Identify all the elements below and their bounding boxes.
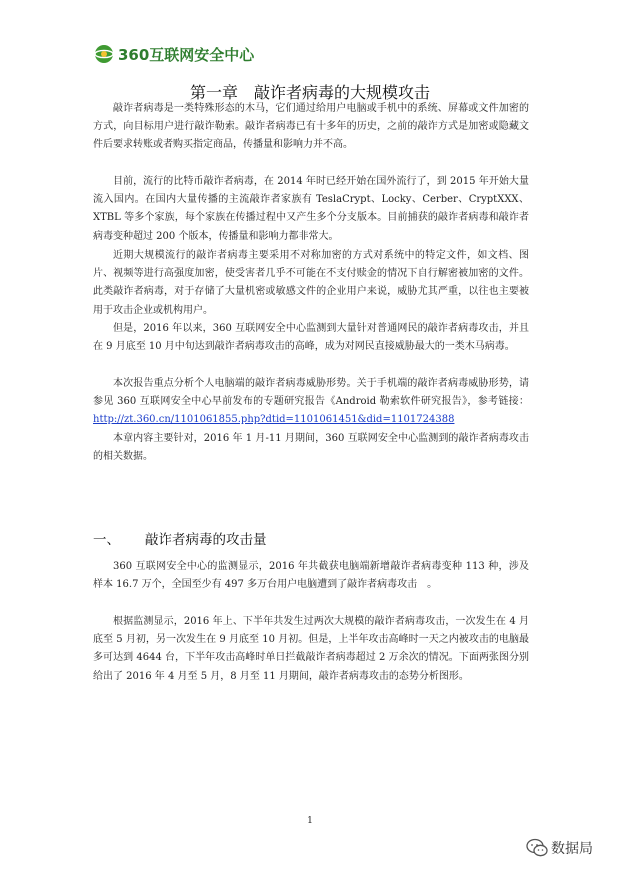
paragraph-reference	[93, 375, 529, 430]
paragraph-intro-2: 目前，流行的比特币敲诈者病毒，在 2014 年时已经开始在国外流行了，到 2015 年开始大量流入国内。在国内大量传播的主流敲诈者家族有 TeslaCrypt、Locky、Cerber、CryptXXX、XTBL 等多个家族，每个家族在传播过程中又产生多个分支版本。目前捕获的敲诈者病毒和敲诈者病毒变种超过 200 个版本，传播量和影响力都非常大。	[93, 176, 529, 242]
section-heading	[93, 528, 267, 548]
paragraph-section-2: 根据监测显示，2016 年上、下半年共发生过两次大规模的敲诈者病毒攻击，一次发生在 4 月底至 5 月初，另一次发生在 9 月底至 10 月初。但是，上半年攻击高峰时一天之内被攻击的电脑最多可达到 4644 台，下半年攻击高峰时单日拦截敲诈者病毒超过 2 万余次的情况。下面两张图分别给出了 2016 年 4 月至 5 月，8 月至 11 月期间，敲诈者病毒攻击的态势分析图形。	[93, 616, 529, 682]
watermark-text: 数据局	[551, 841, 593, 857]
globe-logo-icon	[94, 44, 114, 64]
chapter-title: 第一章 敲诈者病毒的大规模攻击	[189, 83, 430, 102]
reference-text: 本次报告重点分析个人电脑端的敲诈者病毒威胁形势。关于手机端的敲诈者病毒威胁形势，请参见 360 互联网安全中心早前发布的专题研究报告《Android 勒索软件研究报告》，参考链接：	[93, 378, 529, 408]
watermark	[526, 838, 593, 858]
page-number: 1	[307, 816, 313, 826]
wechat-icon	[526, 838, 548, 858]
logo-text: 360互联网安全中心	[118, 45, 255, 64]
section-title: 敲诈者病毒的攻击量	[145, 532, 267, 548]
paragraph-intro-4: 但是，2016 年以来，360 互联网安全中心监测到大量针对普通网民的敲诈者病毒攻击，并且在 9 月底至 10 月中旬达到敲诈者病毒攻击的高峰，成为对网民直接威胁最大的一类木马病毒。	[93, 323, 529, 353]
paragraph-section-1: 360 互联网安全中心的监测显示，2016 年共截获电脑端新增敲诈者病毒变种 113 种，涉及样本 16.7 万个，全国至少有 497 多万台用户电脑遭到了敲诈者病毒攻击 。	[93, 561, 529, 591]
paragraph-scope: 本章内容主要针对，2016 年 1 月-11 月期间，360 互联网安全中心监测到的敲诈者病毒攻击的相关数据。	[93, 433, 529, 463]
brand-logo	[94, 43, 254, 65]
paragraph-intro-3: 近期大规模流行的敲诈者病毒主要采用不对称加密的方式对系统中的特定文件，如文档、图片、视频等进行高强度加密，使受害者几乎不可能在不支付赎金的情况下自行解密被加密的文件。此类敲诈者病毒，对于存储了大量机密或敏感文件的企业用户来说，威胁尤其严重，以往也主要被用于攻击企业或机构用户。	[93, 250, 529, 316]
section-number: 一、	[93, 532, 120, 548]
report-link[interactable]: http://zt.360.cn/1101061855.php?dtid=1101061451&did=1101724388	[93, 414, 455, 426]
paragraph-intro-1: 敲诈者病毒是一类特殊形态的木马，它们通过给用户电脑或手机中的系统、屏幕或文件加密的方式，向目标用户进行敲诈勒索。敲诈者病毒已有十多年的历史，之前的敲诈方式是加密或隐藏文件后要求转账或者购买指定商品，传播量和影响力并不高。	[93, 103, 529, 151]
